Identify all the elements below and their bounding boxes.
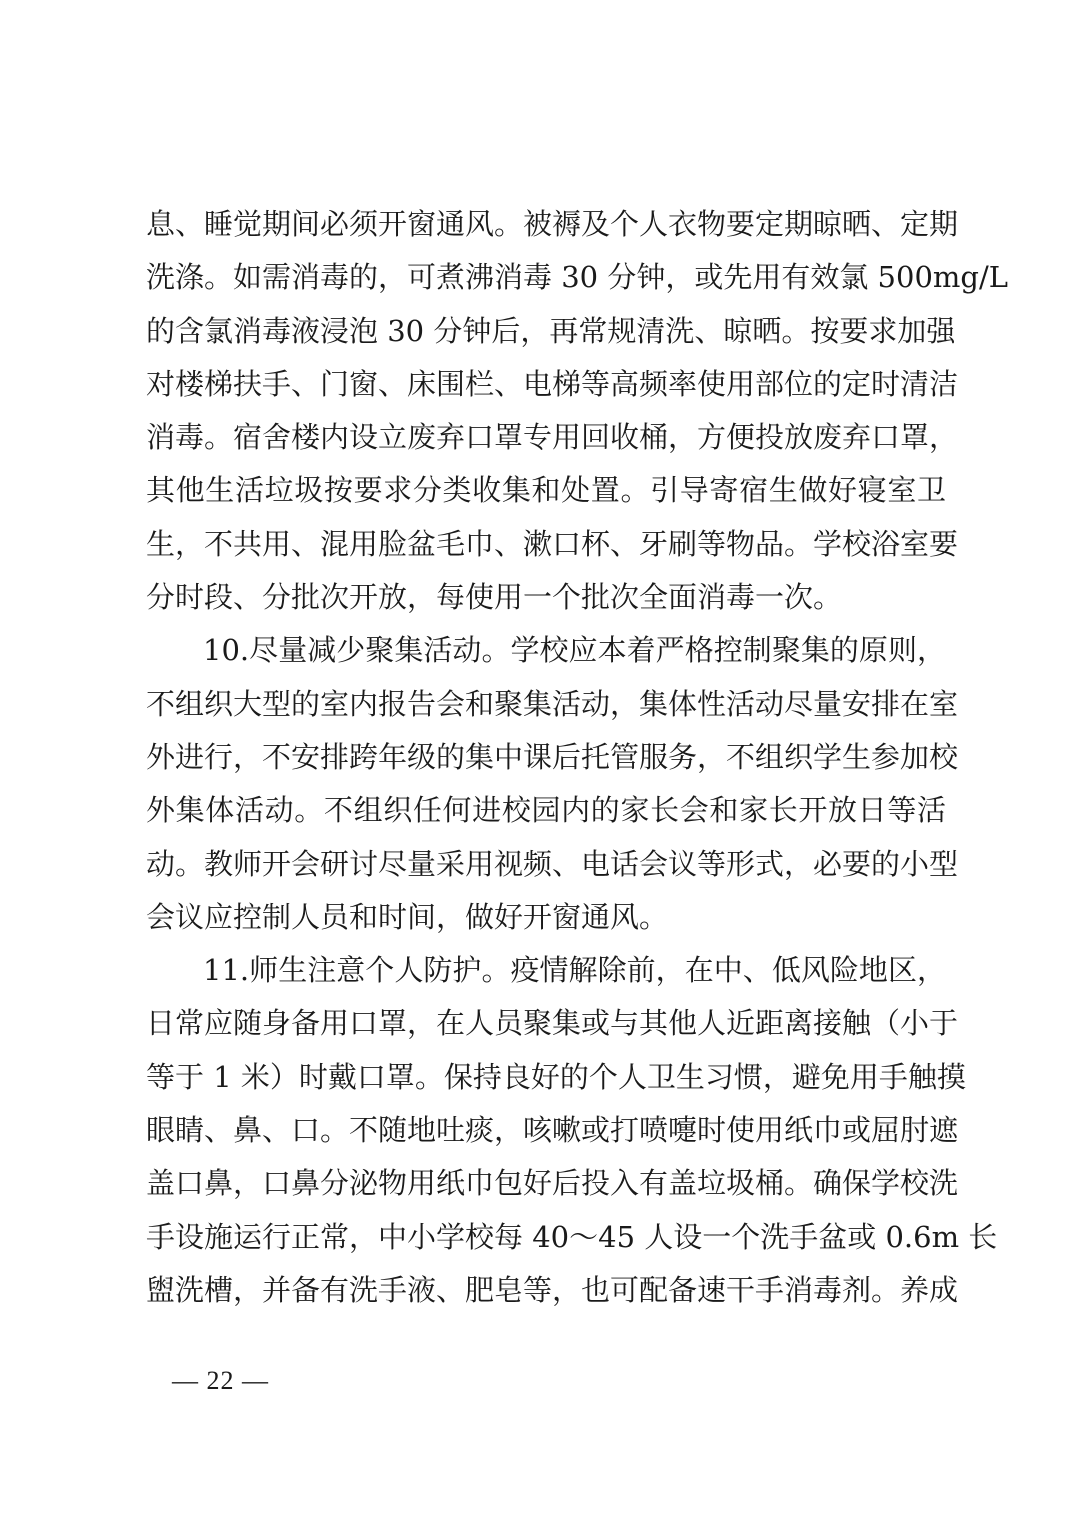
document-body bbox=[146, 198, 1009, 1317]
text-line: 盖口鼻，口鼻分泌物用纸巾包好后投入有盖垃圾桶。确保学校洗 bbox=[146, 1166, 959, 1201]
text-line: 洗涤。如需消毒的，可煮沸消毒 30 分钟，或先用有效氯 500mg/L bbox=[146, 260, 1009, 295]
text-line: 动。教师开会研讨尽量采用视频、电话会议等形式，必要的小型 bbox=[146, 846, 959, 881]
text-line: 其他生活垃圾按要求分类收集和处置。引导寄宿生做好寝室卫 bbox=[146, 473, 946, 508]
text-line: 生，不共用、混用脸盆毛巾、漱口杯、牙刷等物品。学校浴室要 bbox=[146, 526, 959, 561]
text-line: 的含氯消毒液浸泡 30 分钟后，再常规清洗、晾晒。按要求加强 bbox=[146, 313, 956, 348]
text-line: 手设施运行正常，中小学校每 40～45 人设一个洗手盆或 0.6m 长 bbox=[146, 1219, 998, 1254]
text-line: 眼睛、鼻、口。不随地吐痰，咳嗽或打喷嚏时使用纸巾或屈肘遮 bbox=[146, 1113, 959, 1148]
section-heading-line: 10.尽量减少聚集活动。学校应本着严格控制聚集的原则， bbox=[203, 633, 946, 668]
text-line: 不组织大型的室内报告会和聚集活动，集体性活动尽量安排在室 bbox=[146, 686, 959, 721]
text-line: 外集体活动。不组织任何进校园内的家长会和家长开放日等活 bbox=[146, 793, 946, 828]
text-line: 会议应控制人员和时间，做好开窗通风。 bbox=[146, 899, 669, 934]
text-line: 息、睡觉期间必须开窗通风。被褥及个人衣物要定期晾晒、定期 bbox=[146, 207, 959, 241]
section-heading-line: 11.师生注意个人防护。疫情解除前，在中、低风险地区， bbox=[203, 953, 946, 988]
text-line: 盥洗槽，并备有洗手液、肥皂等，也可配备速干手消毒剂。养成 bbox=[146, 1272, 959, 1307]
text-line: 日常应随身备用口罩，在人员聚集或与其他人近距离接触（小于 bbox=[146, 1006, 959, 1041]
text-line: 消毒。宿舍楼内设立废弃口罩专用回收桶，方便投放废弃口罩， bbox=[146, 420, 959, 455]
page-number: — 22 — bbox=[172, 1366, 269, 1395]
text-line: 等于 1 米）时戴口罩。保持良好的个人卫生习惯，避免用手触摸 bbox=[146, 1059, 966, 1094]
text-line: 分时段、分批次开放，每使用一个批次全面消毒一次。 bbox=[146, 580, 843, 615]
text-line: 对楼梯扶手、门窗、床围栏、电梯等高频率使用部位的定时清洁 bbox=[146, 366, 959, 401]
text-line: 外进行，不安排跨年级的集中课后托管服务，不组织学生参加校 bbox=[146, 739, 959, 774]
